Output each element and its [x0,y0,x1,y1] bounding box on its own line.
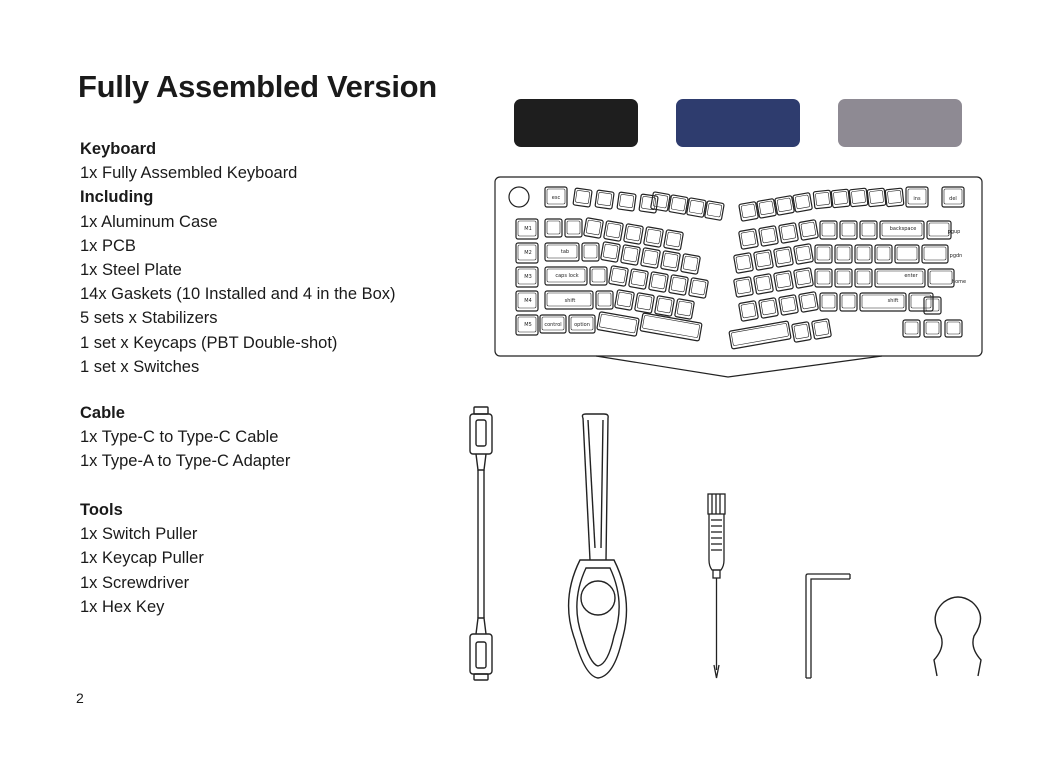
keycap-top [731,323,788,346]
hex-key-inner [811,579,850,678]
cable-connector-tip-bottom [474,674,488,680]
keycap-top [756,276,771,291]
list-item: 14x Gaskets (10 Installed and 4 in the Box) [80,285,396,304]
keycap-top [905,322,918,334]
key-label-home: home [951,279,967,285]
key-label-enter: enter [904,273,918,279]
keycap-top [657,298,672,313]
list-item: 1x Switch Puller [80,525,198,544]
keycap-top [857,247,870,260]
keycap-top [584,245,597,258]
keycap-top [666,232,681,247]
cable-heading: Cable [80,404,125,422]
switch-puller-grip-inner [577,568,619,666]
keycap-top [837,247,850,260]
keycap-top [646,229,661,244]
list-item: 5 sets x Stabilizers [80,309,218,328]
keycap-top [777,198,792,212]
keycap-top [877,247,890,260]
tools-heading: Tools [80,501,123,519]
keycap-top [761,300,776,315]
keycap-top [643,250,658,265]
keycap-top [651,274,666,289]
keycap-top [817,247,830,260]
switch-puller-illustration [569,414,627,678]
keycap-top [637,295,652,310]
keycap-top [759,201,774,215]
key-label-backspace: backspace [889,226,917,232]
keycap-top [862,223,875,236]
screwdriver-illustration [708,494,725,678]
keycap-top [663,253,678,268]
keycap-top [671,277,686,292]
keycap-top [887,190,901,203]
keycap-top [842,295,855,308]
keycap-puller-wire [934,597,981,676]
list-item: 1x PCB [80,236,136,255]
keycap-top [586,220,601,235]
keycap-top [761,228,776,243]
screwdriver-ferrule [713,570,720,578]
keycap-top [567,221,580,234]
list-item: 1x Hex Key [80,597,165,616]
keycap-top [930,271,952,284]
keycap-top [547,221,560,234]
keycap-top [781,297,796,312]
hex-key-outer [806,574,850,678]
keycap-top [822,295,835,308]
keycap-top [756,252,771,267]
key-label-right-shift: shift [887,298,899,304]
list-item: 1 set x Switches [80,357,200,376]
cable-connector-detail-bottom [476,642,486,668]
key-label-pgup: pgup [947,229,961,235]
list-item: 1x Type-A to Type-C Adapter [80,452,291,471]
keycap-top [924,247,946,260]
keycap-top [947,322,960,334]
keyboard-front-edge [596,356,882,377]
keycap-top [617,292,632,307]
cable-strain-relief-top [476,454,486,470]
keycap-top [796,246,811,261]
keyboard-illustration [495,177,982,377]
keycap-top [623,247,638,262]
keycap-top [929,223,949,236]
cable-connector-detail [476,420,486,446]
key-label-tab: tab [560,249,570,255]
keycap-top [833,191,847,204]
key-label-del: del [949,196,957,202]
list-item: 1 set x Keycaps (PBT Double-shot) [80,333,338,352]
keycap-top [677,301,692,316]
keycap-top [801,222,816,237]
keycap-top [597,192,612,206]
keycap-top [736,255,751,270]
key-label-ins: ins [913,196,921,202]
keycap-top [575,190,590,204]
keycap-top [683,256,698,271]
keycap-top [801,294,816,309]
usb-c-cable-illustration [470,407,492,680]
list-item: 1x Aluminum Case [80,212,218,231]
list-item: 1x Screwdriver [80,573,190,592]
switch-puller-hole [581,581,615,615]
keycap-top [869,190,883,203]
key-label-caps-lock: caps lock [555,273,579,279]
keycap-top [796,270,811,285]
keycap-top [776,249,791,264]
list-item: 1x Fully Assembled Keyboard [80,164,298,183]
list-item: 1x Type-C to Type-C Cable [80,428,279,447]
key-label-m4: M4 [524,298,532,304]
keycap-top [603,244,618,259]
keycap-top [619,194,634,208]
keycap-top [822,223,835,236]
including-heading: Including [80,188,154,207]
keycap-top [926,322,939,334]
keycap-top [814,321,829,336]
keycap-top [631,271,646,286]
key-label-m3: M3 [524,274,532,280]
key-label-m2: M2 [524,250,532,256]
keycap-top [794,324,809,339]
keycap-top [781,225,796,240]
page-number: 2 [76,690,84,706]
keycap-top [837,271,850,284]
knob-icon [509,187,529,207]
key-label-control: control [544,322,562,328]
switch-puller-inner-right [601,420,603,548]
key-label-left-shift: shift [564,298,576,304]
keycap-top [691,280,706,295]
keycap-puller-illustration [934,597,981,676]
keycap-top [795,195,810,209]
keycap-top [741,303,756,318]
keycap-top [815,192,829,205]
keycap-top [689,200,704,214]
key-label-m5: M5 [524,322,532,328]
key-label-esc: esc [551,195,561,201]
keycap-top [897,247,917,260]
keycap-top [817,271,830,284]
keyboard-heading: Keyboard [80,140,157,158]
keycap-top [606,223,621,238]
keycap-top [598,293,611,306]
key-label-m1: M1 [524,226,532,232]
screwdriver-handle [709,514,724,570]
keycap-top [741,204,756,218]
page-title: Fully Assembled Version [78,69,437,104]
list-item: 1x Keycap Puller [80,549,204,568]
keycap-top [776,273,791,288]
cable-strain-relief-bottom [476,618,486,634]
keycap-top [842,223,855,236]
keycap-top [671,197,686,211]
keycap-top [851,190,865,203]
key-label-option: option [574,322,590,328]
keycap-top [611,268,626,283]
keycap-top [741,231,756,246]
keycap-top [626,226,641,241]
list-item: 1x Steel Plate [80,261,182,280]
keycap-top [707,203,722,217]
keycap-top [592,269,605,282]
keycap-top [857,271,870,284]
cable-connector-tip-top [474,407,488,414]
key-label-pgdn: pgdn [949,253,963,259]
hex-key-illustration [806,574,850,678]
keycap-top [736,279,751,294]
